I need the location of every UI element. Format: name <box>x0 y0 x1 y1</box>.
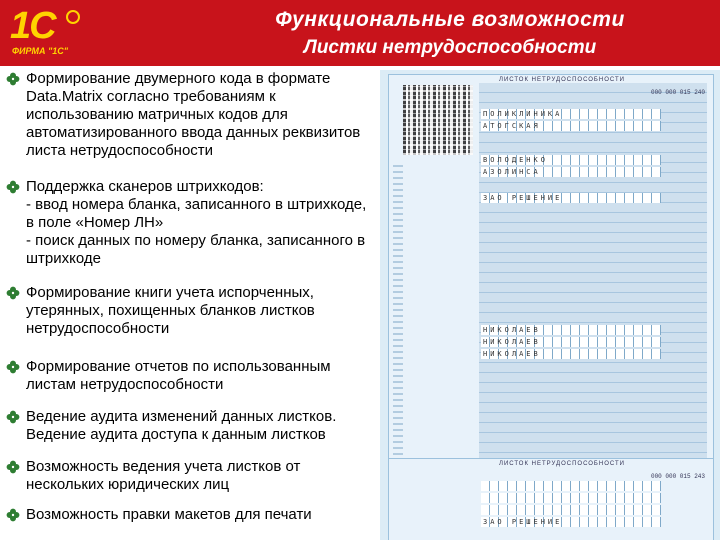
datamatrix-overlay <box>403 85 473 155</box>
logo-text: 1С <box>10 5 55 47</box>
form-heading: ЛИСТОК НЕТРУДОСПОСОБНОСТИ <box>499 77 625 83</box>
clover-bullet-icon <box>6 180 20 194</box>
feature-text: Ведение аудита изменений данных листков. Ведение аудита доступа к данным листков <box>26 408 337 443</box>
form-field-row: ВОЛОДЕНКО <box>481 155 661 165</box>
clover-bullet-icon <box>6 410 20 424</box>
header-bar <box>0 0 720 66</box>
form-field-row: НИКОЛАЕВ <box>481 337 661 347</box>
logo-caption: ФИРМА "1С" <box>12 46 69 56</box>
form-field-row: НИКОЛАЕВ <box>481 325 661 335</box>
form-side-text <box>393 165 403 465</box>
form-field-row: ЗАО РЕШЕНИЕ <box>481 193 661 203</box>
clover-bullet-icon <box>6 360 20 374</box>
form-page-bottom <box>388 458 714 540</box>
clover-bullet-icon <box>6 460 20 474</box>
feature-text: Формирование книги учета испорченных, утерянных, похищенных бланков листков нетрудоспособности <box>26 284 315 337</box>
form-lines <box>479 83 707 503</box>
form-field-row: ЗАО РЕШЕНИЕ <box>481 517 661 527</box>
form-field-row: ПОЛИКЛИНИКА <box>481 109 661 119</box>
sick-leave-form-image <box>380 70 720 540</box>
logo-ring-icon <box>66 10 80 24</box>
clover-bullet-icon <box>6 286 20 300</box>
feature-text: Поддержка сканеров штрихкодов: - ввод номера бланка, записанного в штрихкоде, в поле «Номер ЛН» - поиск данных по номеру бланка, записанного в штрихкоде <box>26 178 367 267</box>
form-field-row <box>481 505 661 515</box>
feature-text: Формирование двумерного кода в формате Data.Matrix согласно требованиям к использованию матричных кодов для автоматизированного ввода данных реквизитов листа нетрудоспособности <box>26 70 361 159</box>
form-field-row <box>481 493 661 503</box>
form-field-row <box>481 481 661 491</box>
clover-bullet-icon <box>6 508 20 522</box>
form-page-top <box>388 74 714 516</box>
form-field-row: НИКОЛАЕВ <box>481 349 661 359</box>
form-number: 000 000 015 240 <box>650 89 705 96</box>
feature-text: Возможность правки макетов для печати <box>26 506 312 523</box>
form-field-row: АТОГСКАЯ <box>481 121 661 131</box>
company-logo <box>8 6 80 60</box>
form-number-2: 000 000 015 243 <box>650 473 705 480</box>
page-subtitle: Листки нетрудоспособности <box>303 37 597 58</box>
feature-text: Формирование отчетов по использованным листам нетрудоспособности <box>26 358 331 393</box>
form-heading-2: ЛИСТОК НЕТРУДОСПОСОБНОСТИ <box>499 461 625 467</box>
form-field-row: АЗОЛИНСА <box>481 167 661 177</box>
page-title: Функциональные возможности <box>275 8 625 31</box>
feature-text: Возможность ведения учета листков от нескольких юридических лиц <box>26 458 301 493</box>
clover-bullet-icon <box>6 72 20 86</box>
